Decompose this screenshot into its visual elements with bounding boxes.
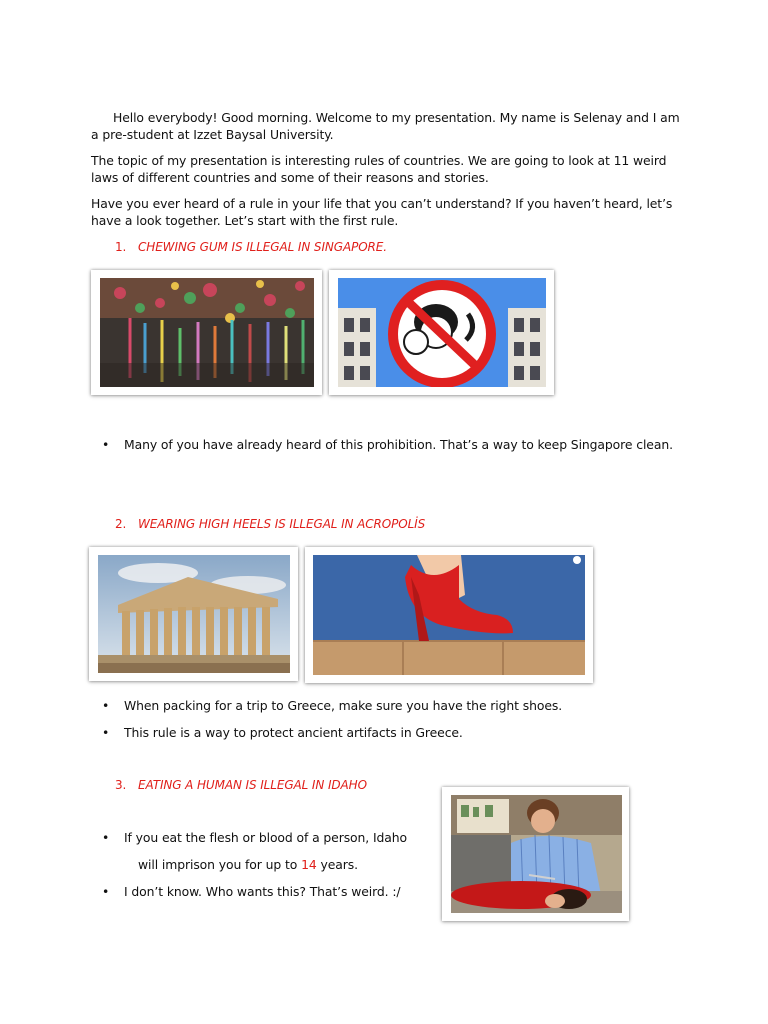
rule-number: 1. xyxy=(115,240,127,254)
kitchen-prank-photo xyxy=(442,787,629,921)
bullet-dot: • xyxy=(102,884,110,899)
rule-1-heading xyxy=(115,240,387,254)
gum-wall-photo xyxy=(91,270,322,395)
rule-number: 3. xyxy=(115,778,127,792)
intro-paragraph-2: The topic of my presentation is interesting rules of countries. We are going to look at 11 weird laws of different countries and some of their reasons and stories. xyxy=(91,153,667,185)
rule-title: EATING A HUMAN IS ILLEGAL IN IDAHO xyxy=(138,778,367,792)
highlighted-number: 14 xyxy=(301,857,317,872)
bullet-text: Many of you have already heard of this prohibition. That’s a way to keep Singapore clean. xyxy=(124,437,673,452)
bullet-text: This rule is a way to protect ancient artifacts in Greece. xyxy=(124,725,463,740)
bullet-dot: • xyxy=(102,437,110,452)
acropolis-photo xyxy=(89,547,298,681)
rule-3-heading xyxy=(115,778,367,792)
bullet-text-line-2 xyxy=(138,856,358,873)
bullet-text-line-1: If you eat the flesh or blood of a person, Idaho xyxy=(124,830,408,845)
bullet-dot: • xyxy=(102,830,110,845)
bullet-text-post: years. xyxy=(320,857,358,872)
no-gum-sign-photo xyxy=(329,270,554,395)
red-high-heel-photo xyxy=(305,547,593,683)
rule-title: WEARING HIGH HEELS IS ILLEGAL IN ACROPOLİS xyxy=(138,517,426,531)
intro-paragraph-1: Hello everybody! Good morning. Welcome to my presentation. My name is Selenay and I am a pre-student at Izzet Baysal University. xyxy=(91,110,680,142)
bullet-text-pre: will imprison you for up to xyxy=(138,857,298,872)
bullet-dot: • xyxy=(102,725,110,740)
bullet-text: I don’t know. Who wants this? That’s weird. :/ xyxy=(124,884,401,899)
rule-number: 2. xyxy=(115,517,127,531)
bullet-dot: • xyxy=(102,698,110,713)
rule-title: CHEWING GUM IS ILLEGAL IN SINGAPORE. xyxy=(138,240,387,254)
intro-paragraph-3: Have you ever heard of a rule in your life that you can’t understand? If you haven’t heard, let’s have a look together. Let’s start with the first rule. xyxy=(91,196,673,228)
rule-2-heading xyxy=(115,517,425,531)
bullet-text: When packing for a trip to Greece, make sure you have the right shoes. xyxy=(124,698,563,713)
